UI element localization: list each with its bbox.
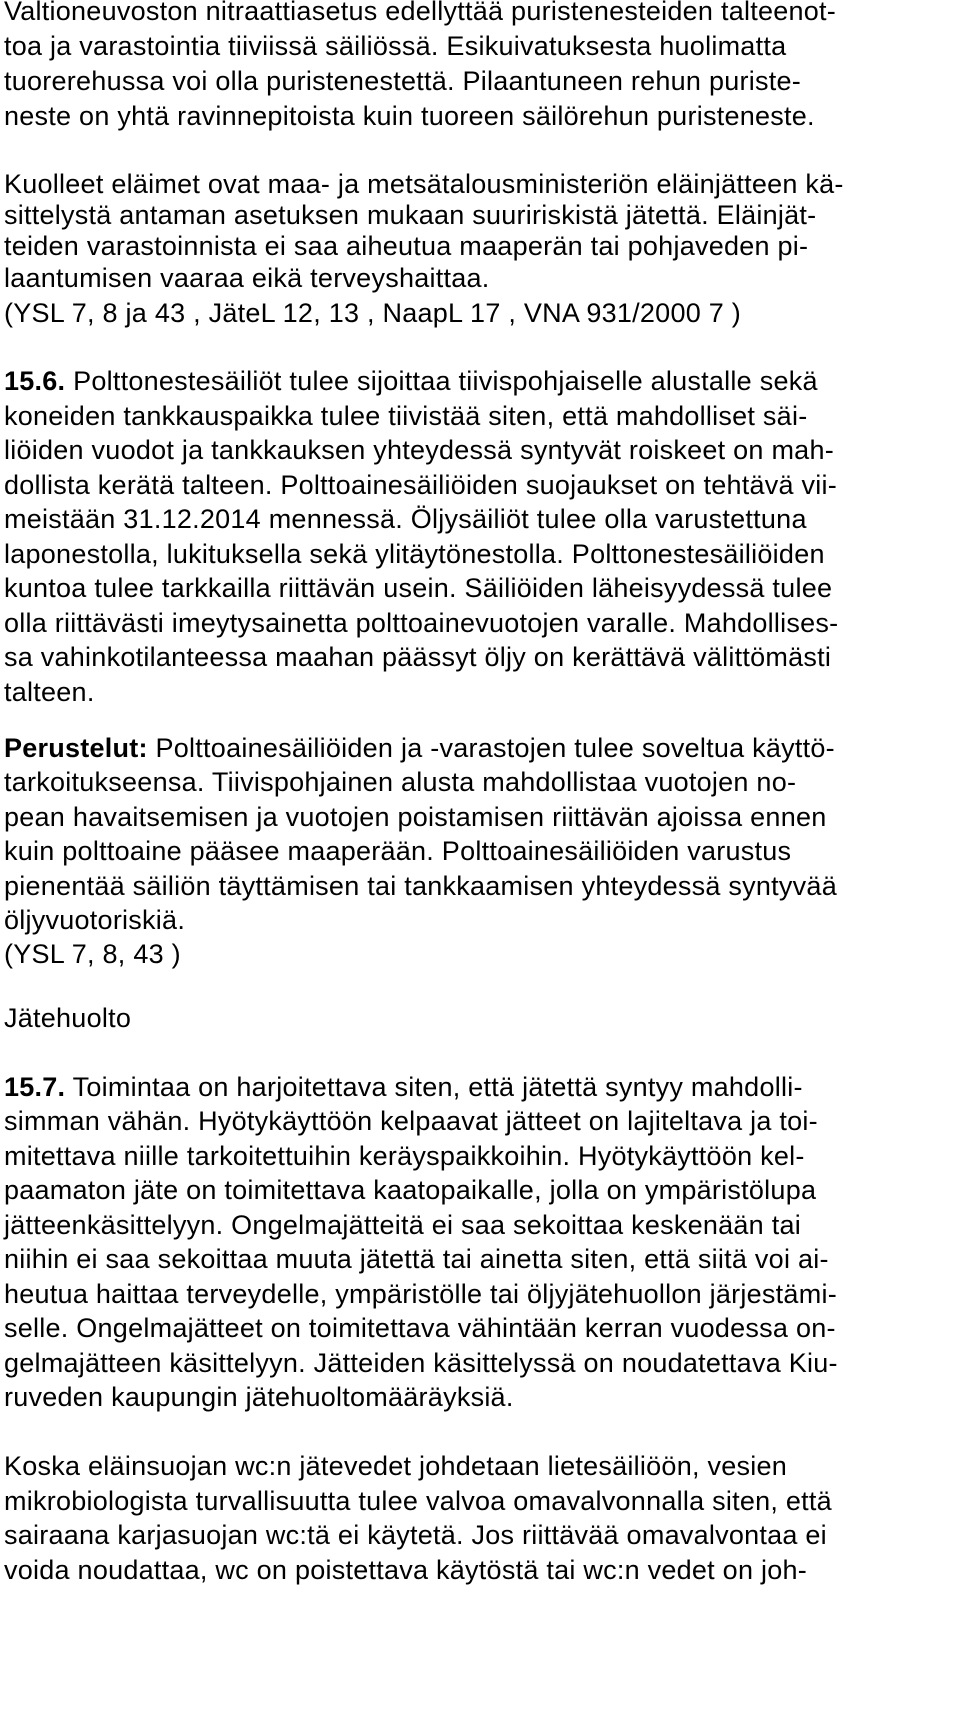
text-line: laantumisen vaaraa eikä terveyshaittaa. xyxy=(4,263,490,293)
text-line: mitettava niille tarkoitettuihin keräyspaikkoihin. Hyötykäyttöön kel- xyxy=(4,1141,805,1171)
text-line: öljyvuotoriskiä. xyxy=(4,905,186,935)
text-line: selle. Ongelmajätteet on toimitettava vähintään kerran vuodessa on- xyxy=(4,1313,836,1343)
text-line: jätteenkäsittelyyn. Ongelmajätteitä ei saa sekoittaa keskenään tai xyxy=(4,1210,801,1240)
text-line: Kuolleet eläimet ovat maa- ja metsätalousministeriön eläinjätteen kä- xyxy=(4,169,844,199)
text-line: sa vahinkotilanteessa maahan päässyt öljy on kerättävä välittömästi xyxy=(4,642,832,672)
text-line: voida noudattaa, wc on poistettava käytöstä tai wc:n vedet on joh- xyxy=(4,1555,807,1585)
text-line: teiden varastoinnista ei saa aiheutua maaperän tai pohjaveden pi- xyxy=(4,231,809,261)
legal-reference: (YSL 7, 8, 43 ) xyxy=(4,939,181,969)
text-line: tuorerehussa voi olla puristenestettä. Pilaantuneen rehun puriste- xyxy=(4,66,801,96)
text-line: ruveden kaupungin jätehuoltomääräyksiä. xyxy=(4,1382,514,1412)
text-line: olla riittävästi imeytysainetta polttoainevuotojen varalle. Mahdollises- xyxy=(4,608,839,638)
text-line: sittelystä antaman asetuksen mukaan suuririskistä jätettä. Eläinjät- xyxy=(4,200,817,230)
text-line: pienentää säiliön täyttämisen tai tankkaamisen yhteydessä syntyvää xyxy=(4,871,837,901)
text-line: heutua haittaa terveydelle, ympäristölle tai öljyjätehuollon järjestämi- xyxy=(4,1279,837,1309)
text-line: koneiden tankkauspaikka tulee tiivistää siten, että mahdolliset säi- xyxy=(4,401,808,431)
text-line: toa ja varastointia tiiviissä säiliössä. Esikuivatuksesta huolimatta xyxy=(4,31,787,61)
text-line: neste on yhtä ravinnepitoista kuin tuoreen säilörehun puristeneste. xyxy=(4,101,815,131)
text-line: paamaton jäte on toimitettava kaatopaikalle, jolla on ympäristölupa xyxy=(4,1175,817,1205)
text-line: talteen. xyxy=(4,677,95,707)
legal-reference: (YSL 7, 8 ja 43 , JäteL 12, 13 , NaapL 17 , VNA 931/2000 7 ) xyxy=(4,298,741,328)
text-line: meistään 31.12.2014 mennessä. Öljysäiliöt tulee olla varustettuna xyxy=(4,504,807,534)
text-line: gelmajätteen käsittelyyn. Jätteiden käsittelyssä on noudatettava Kiu- xyxy=(4,1348,838,1378)
section-number: 15.7. xyxy=(4,1072,66,1102)
text-line: Valtioneuvoston nitraattiasetus edellyttää puristenesteiden talteenot- xyxy=(4,0,837,26)
text-line: kuntoa tulee tarkkailla riittävän usein. Säiliöiden läheisyydessä tulee xyxy=(4,573,833,603)
text-line: liöiden vuodot ja tankkauksen yhteydessä syntyvät roiskeet on mah- xyxy=(4,435,834,465)
text-line: kuin polttoaine pääsee maaperään. Polttoainesäiliöiden varustus xyxy=(4,836,792,866)
section-heading: Jätehuolto xyxy=(4,1003,132,1033)
text-line: Polttonestesäiliöt tulee sijoittaa tiivispohjaiselle alustalle sekä xyxy=(65,366,818,396)
text-line: niihin ei saa sekoittaa muuta jätettä tai ainetta siten, että siitä voi ai- xyxy=(4,1244,829,1274)
text-line: sairaana karjasuojan wc:tä ei käytetä. Jos riittävää omavalvontaa ei xyxy=(4,1520,827,1550)
text-line: pean havaitsemisen ja vuotojen poistamisen riittävän ajoissa ennen xyxy=(4,802,827,832)
justification-label: Perustelut: xyxy=(4,733,148,763)
text-line: tarkoitukseensa. Tiivispohjainen alusta mahdollistaa vuotojen no- xyxy=(4,767,797,797)
text-line: dollista kerätä talteen. Polttoainesäiliöiden suojaukset on tehtävä vii- xyxy=(4,470,837,500)
text-line: Koska eläinsuojan wc:n jätevedet johdetaan lietesäiliöön, vesien xyxy=(4,1451,788,1481)
text-line: laponestolla, lukituksella sekä ylitäytönestolla. Polttonestesäiliöiden xyxy=(4,539,825,569)
text-line: simman vähän. Hyötykäyttöön kelpaavat jätteet on lajiteltava ja toi- xyxy=(4,1106,818,1136)
text-line: Toimintaa on harjoitettava siten, että jätettä syntyy mahdolli- xyxy=(65,1072,803,1102)
section-number: 15.6. xyxy=(4,366,66,396)
text-line: mikrobiologista turvallisuutta tulee valvoa omavalvonnalla siten, että xyxy=(4,1486,832,1516)
text-line: Polttoainesäiliöiden ja -varastojen tulee soveltua käyttö- xyxy=(147,733,835,763)
